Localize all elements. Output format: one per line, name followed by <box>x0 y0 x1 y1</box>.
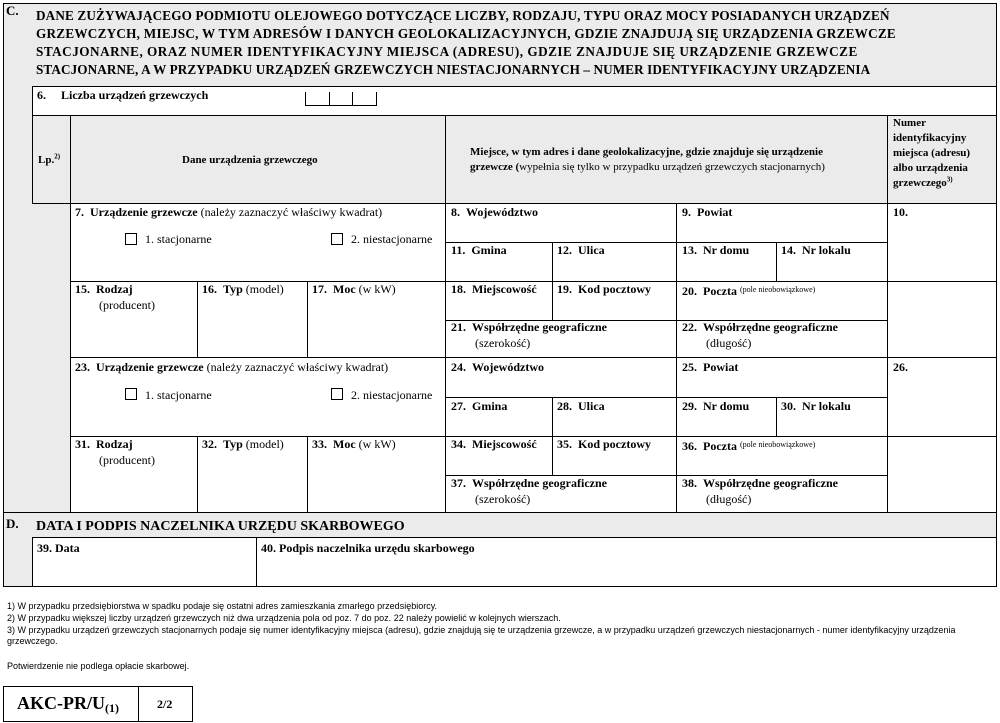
section-c-letter: C. <box>6 3 19 18</box>
field-34: 34. Miejscowość <box>451 437 537 451</box>
field-6-label: Liczba urządzeń grzewczych <box>61 88 209 102</box>
field-12: 12. Ulica <box>557 243 605 257</box>
field-8: 8. Województwo <box>451 205 538 219</box>
field-9: 9. Powiat <box>682 205 733 219</box>
field-31-sub: (producent) <box>99 453 155 467</box>
field-20: 20. Poczta $^{(pole nieobowiązkowe)}$ <box>682 284 816 298</box>
section-d-letter: D. <box>6 516 19 531</box>
field-23-label: 23. Urządzenie grzewcze (należy zaznaczyć właściwy kwadrat) <box>75 360 389 374</box>
field-28: 28. Ulica <box>557 399 605 413</box>
stationary-checkbox-1[interactable] <box>125 233 137 245</box>
field-18: 18. Miejscowość <box>451 282 537 296</box>
field-16: 16. Typ (model) <box>202 282 284 296</box>
field-25: 25. Powiat <box>682 360 739 374</box>
field-6-number: 6. <box>37 88 46 102</box>
field-21: 21. Współrzędne geograficzne <box>451 320 607 334</box>
field-13: 13. Nr domu <box>682 243 750 257</box>
field-22-sub: (długość) <box>706 336 752 350</box>
field-30: 30. Nr lokalu <box>781 399 851 413</box>
field-15: 15. Rodzaj <box>75 282 133 296</box>
field-19: 19. Kod pocztowy <box>557 282 651 296</box>
field-14: 14. Nr lokalu <box>781 243 851 257</box>
field-22: 22. Współrzędne geograficzne <box>682 320 838 334</box>
field-11: 11. Gmina <box>451 243 507 257</box>
mobile-checkbox-1[interactable] <box>331 233 343 245</box>
field-38: 38. Współrzędne geograficzne <box>682 476 838 490</box>
field-21-sub: (szerokość) <box>475 336 531 350</box>
field-10: 10. <box>893 205 908 219</box>
field-37-sub: (szerokość) <box>475 492 531 506</box>
field-31: 31. Rodzaj <box>75 437 133 451</box>
device-count-input[interactable] <box>305 92 377 106</box>
stationary-checkbox-2[interactable] <box>125 388 137 400</box>
col-dane-header: Dane urządzenia grzewczego <box>182 154 318 166</box>
stationary-label-2: 1. stacjonarne <box>145 388 212 402</box>
field-29: 29. Nr domu <box>682 399 750 413</box>
mobile-label-1: 2. niestacjonarne <box>351 232 433 246</box>
field-39-label: 39. Data <box>37 541 80 555</box>
field-15-sub: (producent) <box>99 298 155 312</box>
col-miejsce-header-2: grzewcze (wypełnia się tylko w przypadku urządzeń grzewczych stacjonarnych) <box>470 161 825 173</box>
form-code: AKC-PR/U(1) <box>17 693 119 715</box>
field-40-label: 40. Podpis naczelnika urzędu skarbowego <box>261 541 475 555</box>
field-17: 17. Moc (w kW) <box>312 282 396 296</box>
field-24: 24. Województwo <box>451 360 544 374</box>
stationary-label-1: 1. stacjonarne <box>145 232 212 246</box>
field-32: 32. Typ (model) <box>202 437 284 451</box>
field-27: 27. Gmina <box>451 399 508 413</box>
field-26: 26. <box>893 360 908 374</box>
mobile-label-2: 2. niestacjonarne <box>351 388 433 402</box>
page-number: 2/2 <box>157 697 173 711</box>
field-38-sub: (długość) <box>706 492 752 506</box>
field-7-label: 7. Urządzenie grzewcze (należy zaznaczyć właściwy kwadrat) <box>75 205 383 219</box>
col-lp-header: Lp.$^{2)}$ <box>38 152 61 166</box>
field-36: 36. Poczta $^{(pole nieobowiązkowe)}$ <box>682 439 816 453</box>
section-d-heading: DATA I PODPIS NACZELNIKA URZĘDU SKARBOWEGO <box>36 519 405 534</box>
field-33: 33. Moc (w kW) <box>312 437 396 451</box>
fee-note: Potwierdzenie nie podlega opłacie skarbowej. <box>7 661 190 671</box>
field-35: 35. Kod pocztowy <box>557 437 651 451</box>
mobile-checkbox-2[interactable] <box>331 388 343 400</box>
field-37: 37. Współrzędne geograficzne <box>451 476 607 490</box>
col-miejsce-header-1: Miejsce, w tym adres i dane geolokalizacyjne, gdzie znajduje się urządzenie <box>470 146 823 158</box>
